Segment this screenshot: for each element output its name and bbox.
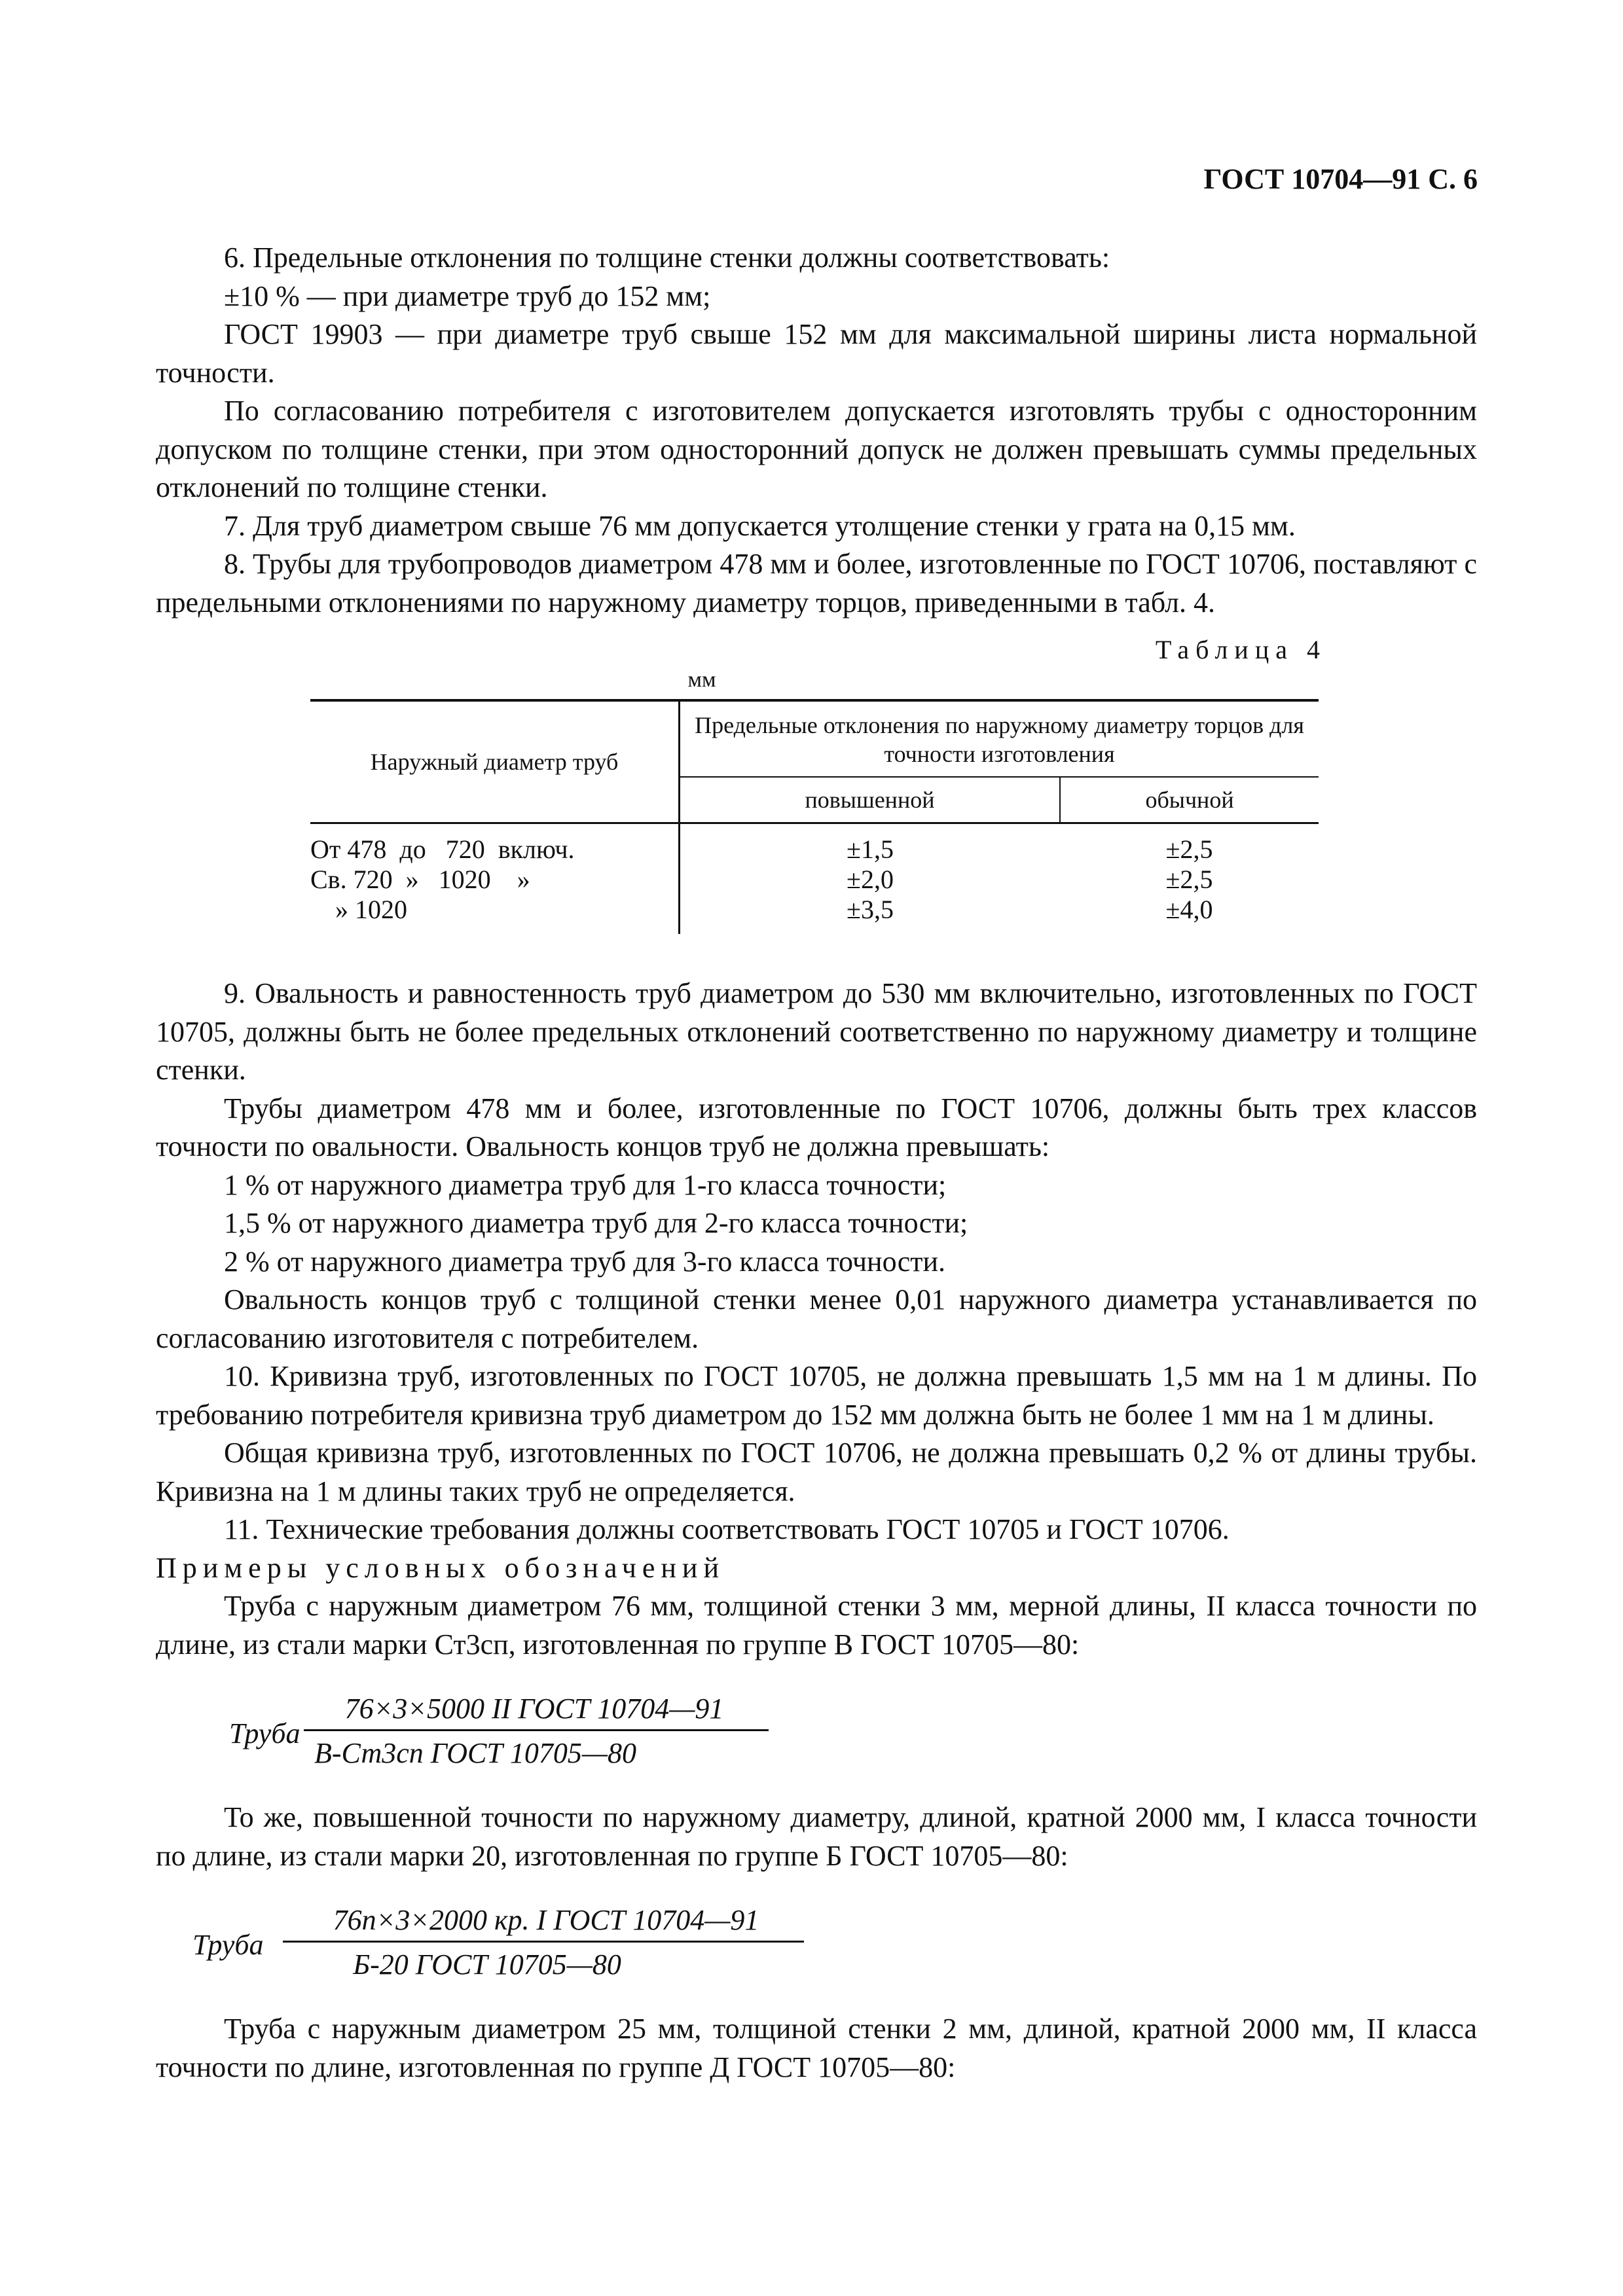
cell-normal: ±4,0 <box>1165 895 1213 924</box>
paragraph: ±10 % — при диаметре труб до 152 мм; <box>224 279 711 312</box>
page-header: ГОСТ 10704—91 С. 6 <box>1203 163 1478 195</box>
cell-normal: ±2,5 <box>1165 834 1213 864</box>
col-header-high: повышенной <box>680 777 1061 823</box>
col-header-group: Предельные отклонения по наружному диаметру торцов для точности изготовления <box>680 700 1319 777</box>
formula-label: Труба <box>229 1717 301 1749</box>
paragraph: 9. Овальность и равностенность труб диаметром до 530 мм включительно, изготовленных по ГОСТ 10705, должны быть не более предельных отклонений соответственно по наружному диаметру и толщине стенки. <box>156 977 1477 1086</box>
paragraph: По согласованию потребителя с изготовителем допускается изготовлять трубы с односторонним допуском по толщине стенки, при этом односторонний допуск не должен превышать суммы предельных отклонений по толщине стенки. <box>156 395 1477 503</box>
paragraph: ГОСТ 19903 — при диаметре труб свыше 152 мм для максимальной ширины листа нормальной точности. <box>156 318 1477 389</box>
col-header-normal: обычной <box>1060 777 1319 823</box>
table-units: мм <box>687 668 716 692</box>
example-description: Труба с наружным диаметром 25 мм, толщиной стенки 2 мм, длиной, кратной 2000 мм, II класса точности по длине, изготовленная по группе Д ГОСТ 10705—80: <box>156 2013 1477 2083</box>
paragraph: Трубы диаметром 478 мм и более, изготовленные по ГОСТ 10706, должны быть трех классов точности по овальности. Овальность концов труб не должна превышать: <box>156 1092 1477 1162</box>
example-description: Труба с наружным диаметром 76 мм, толщиной стенки 3 мм, мерной длины, II класса точности по длине, из стали марки Ст3сп, изготовленная по группе В ГОСТ 10705—80: <box>156 1590 1477 1660</box>
examples-heading: Примеры условных обозначений <box>156 1551 725 1584</box>
paragraph: 2 % от наружного диаметра труб для 3-го класса точности. <box>224 1245 945 1278</box>
paragraph: Овальность концов труб с толщиной стенки менее 0,01 наружного диаметра устанавливается по согласованию изготовителя с потребителем. <box>156 1283 1477 1354</box>
tolerance-table <box>310 699 1319 934</box>
table-row <box>310 865 1319 895</box>
fraction-bar <box>283 1941 804 1943</box>
paragraph: 6. Предельные отклонения по толщине стенки должны соответствовать: <box>224 242 1110 274</box>
cell-high: ±2,0 <box>847 865 894 894</box>
document-body <box>156 239 1477 2087</box>
cell-diameter: Св. 720 » 1020 » <box>310 865 680 895</box>
table-row <box>310 823 1319 865</box>
fraction-bar <box>304 1729 769 1731</box>
paragraph: 1,5 % от наружного диаметра труб для 2-го класса точности; <box>224 1207 968 1239</box>
paragraph: 11. Технические требования должны соответствовать ГОСТ 10705 и ГОСТ 10706. <box>224 1513 1230 1545</box>
cell-diameter: » 1020 <box>310 895 680 934</box>
paragraph: 7. Для труб диаметром свыше 76 мм допускается утолщение стенки у грата на 0,15 мм. <box>224 509 1296 542</box>
paragraph: 1 % от наружного диаметра труб для 1-го класса точности; <box>224 1168 947 1201</box>
cell-high: ±1,5 <box>847 834 894 864</box>
designation-formula <box>156 1690 1477 1775</box>
col-header-diameter: Наружный диаметр труб <box>310 700 680 823</box>
paragraph: 8. Трубы для трубопроводов диаметром 478 мм и более, изготовленные по ГОСТ 10706, поставляют с предельными отклонениями по наружному диаметру торцов, приведенными в табл. 4. <box>156 548 1477 619</box>
cell-normal: ±2,5 <box>1165 865 1213 894</box>
example-description: То же, повышенной точности по наружному диаметру, длиной, кратной 2000 мм, I класса точности по длине, из стали марки 20, изготовленная по группе Б ГОСТ 10705—80: <box>156 1801 1477 1872</box>
cell-diameter: От 478 до 720 включ. <box>310 823 680 865</box>
paragraph: Общая кривизна труб, изготовленных по ГОСТ 10706, не должна превышать 0,2 % от длины трубы. Кривизна на 1 м длины таких труб не определяется. <box>156 1437 1477 1507</box>
paragraph: 10. Кривизна труб, изготовленных по ГОСТ 10705, не должна превышать 1,5 мм на 1 м длины. По требованию потребителя кривизна труб диаметром до 152 мм должна быть не более 1 мм на 1 м длины. <box>156 1360 1477 1431</box>
designation-formula <box>156 1901 1477 1986</box>
formula-denominator: В-Ст3сп ГОСТ 10705—80 <box>314 1737 636 1769</box>
formula-label: Труба <box>192 1929 264 1961</box>
table-row <box>310 895 1319 934</box>
formula-numerator: 76п×3×2000 кр. I ГОСТ 10704—91 <box>333 1904 759 1936</box>
formula-numerator: 76×3×5000 II ГОСТ 10704—91 <box>344 1693 724 1725</box>
cell-high: ±3,5 <box>847 895 894 924</box>
table-caption: Таблица 4 <box>1155 635 1326 664</box>
formula-denominator: Б-20 ГОСТ 10705—80 <box>353 1948 621 1981</box>
